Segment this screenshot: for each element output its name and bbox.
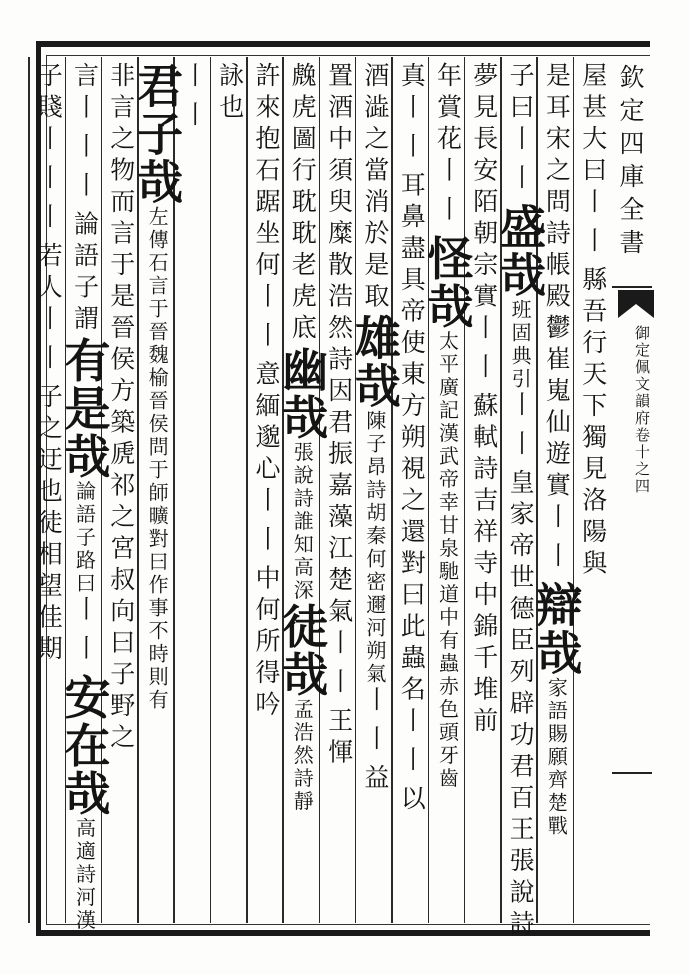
headword: 幽哉 [275, 345, 330, 442]
column-text: 夢見長安陌朝宗實 [469, 62, 499, 314]
column-text: 益 [360, 764, 390, 796]
column-text: 言 [70, 62, 100, 94]
column-rule [210, 57, 212, 923]
column-text: 陳子昂詩胡秦何密邇河朔氣 [362, 410, 387, 686]
column-text: 王惲 [324, 707, 354, 770]
column-text: 子曰 [506, 62, 536, 125]
column-text: 縣吾行天下獨見洛陽與 [578, 266, 608, 581]
text-column [466, 62, 502, 739]
headword: 辯哉 [529, 581, 584, 677]
headword: 徒哉 [275, 602, 330, 699]
column-text: 許來抱石踞坐何 [252, 62, 281, 283]
column-text: 論語子路曰 [72, 480, 97, 596]
column-text: 是耳宋之問詩帳殿鬱崔嵬仙遊實 [542, 62, 572, 503]
text-column [347, 62, 402, 796]
repeat-mark: 丨丨 [252, 282, 281, 361]
fish-tail-mark-icon [618, 290, 654, 318]
column-text: 太平廣記漢武帝幸甘泉馳道中有蟲赤色頭牙齒 [435, 330, 460, 791]
repeat-mark: 丨丨 [397, 93, 427, 172]
column-text: 置酒中須臾糜散 [324, 62, 354, 283]
text-column [493, 62, 548, 942]
text-column [275, 62, 330, 814]
section-info [618, 325, 650, 495]
repeat-mark: 丨丨丨 [70, 93, 100, 211]
repeat-mark: 丨丨 [397, 707, 427, 785]
repeat-mark: 丨丨 [34, 305, 64, 383]
headword: 有是哉 [57, 336, 112, 481]
headword: 安在哉 [57, 673, 112, 818]
repeat-mark: 丨丨 [433, 156, 463, 235]
column-text: 中何所得吟 [252, 564, 281, 722]
repeat-mark: 丨丨 [70, 595, 100, 674]
column-text: 浩然詩因君振嘉藻江楚氣 [324, 282, 354, 629]
column-text: 左傳石言于晉魏榆晉侯問于師曠對曰作事不時則有 [145, 206, 170, 712]
text-column [420, 62, 475, 791]
column-text: 子之迂也 [34, 383, 64, 509]
book-title: 欽定四庫全書 [616, 64, 645, 262]
column-text: 年賞花 [433, 62, 463, 157]
fold-line-bottom [612, 772, 652, 774]
fold-line-top [612, 286, 652, 288]
column-text: 䖘虎圖行耽耽老虎底 [288, 62, 318, 346]
column-text: 家語賜願齊楚戰 [544, 677, 569, 838]
column-text: 詠也 [215, 62, 245, 125]
repeat-mark: 丨丨 [469, 314, 499, 392]
column-text: 高適詩河漢 [72, 817, 97, 933]
column-text: 孟浩然詩靜 [290, 698, 315, 814]
volume-label: 卷十之四 [633, 427, 651, 495]
repeat-mark: 丨丨 [506, 391, 536, 469]
book-name: 御定佩文韻府 [633, 325, 651, 427]
text-column [393, 62, 429, 817]
column-text: 皇家帝世德臣列辟功君百王張說詩 [506, 469, 536, 942]
repeat-mark: 丨丨 [578, 188, 608, 266]
text-column [130, 62, 185, 712]
column-text: 真 [397, 62, 427, 94]
column-text: 子賤 [34, 62, 64, 125]
column-text: 若人 [34, 242, 64, 305]
column-text: 徒相望佳期 [34, 509, 64, 667]
text-column [57, 62, 112, 933]
repeat-mark: 丨丨 [506, 125, 536, 203]
repeat-mark: 丨丨 [542, 503, 572, 581]
repeat-mark: 丨丨 [324, 629, 354, 707]
column-text: 耳鼻盡具帝使東方朔視之還對曰此蟲名 [397, 171, 427, 707]
text-column [248, 62, 284, 722]
text-column [575, 62, 611, 581]
column-text: 張說詩誰知高深 [290, 441, 315, 603]
column-text: 蘇軾詩吉祥寺中錦千堆前 [469, 392, 499, 739]
column-text: 意緬邈心 [252, 360, 281, 487]
text-column [30, 62, 66, 667]
column-text: 非言之物而言于是晉侯方築虒祁之宮叔向曰子野之 [106, 62, 136, 755]
column-text: 屋甚大曰 [578, 62, 608, 188]
repeat-mark: 丨丨 [179, 62, 209, 140]
column-text: 班固典引 [508, 299, 533, 391]
headword: 雄哉 [347, 314, 402, 410]
repeat-mark: 丨丨 [360, 686, 390, 764]
text-column [212, 62, 248, 125]
headword: 盛哉 [493, 203, 548, 299]
column-text: 論語子謂 [70, 210, 100, 337]
repeat-mark: 丨丨丨 [34, 125, 64, 242]
column-text: 酒澁之當消於是取 [360, 62, 390, 314]
text-column [529, 62, 584, 838]
headword: 君子哉 [130, 62, 185, 206]
repeat-mark: 丨丨 [252, 486, 281, 565]
column-text: 以 [397, 785, 427, 817]
headword: 怪哉 [420, 234, 475, 331]
